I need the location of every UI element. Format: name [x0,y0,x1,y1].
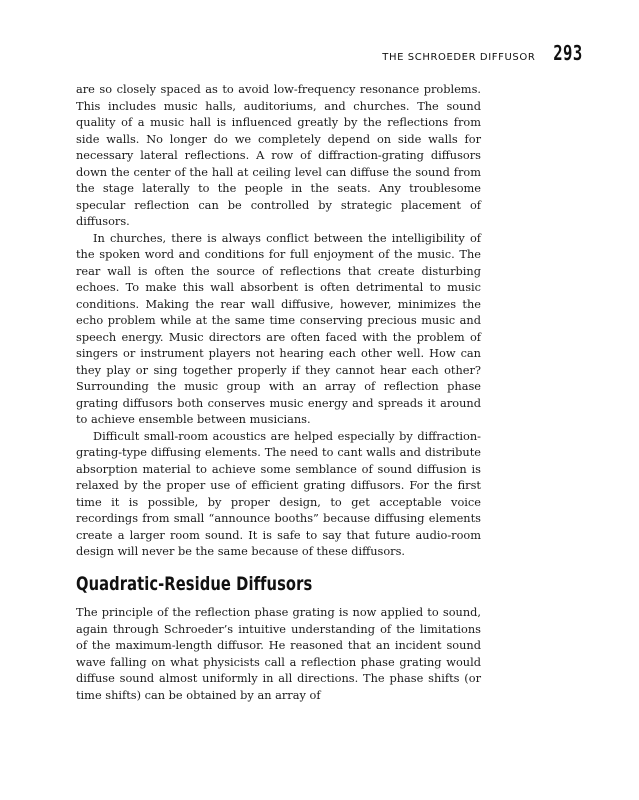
running-head [382,41,583,65]
paragraph-churches: In churches, there is always conflict between the intelligibility of the spoken word and conditions for full enjoyment of the music. The rear wall is often the source of reflections that create disturbing echoes. To make this wall absorbent is often detrimental to music conditions. Making the rear wall diffusive, however, minimizes the echo problem while at the same time conserving precious music and speech energy. Music directors are often faced with the problem of singers or instrument players not hearing each other well. How can they play or sing together properly if they cannot hear each other? Surrounding the music group with an array of reflection phase grating diffusors both conserves music energy and spreads it around to achieve ensemble between musicians. [76,230,481,426]
paragraph-small-room: Difficult small-room acoustics are helped especially by diffraction-grating-type diffusing elements. The need to cant walls and distribute absorption material to achieve some semblance of sound diffusion is relaxed by the proper use of efficient grating diffusors. For the first time it is possible, by proper design, to get acceptable voice recordings from small “announce booths” because diffusing elements create a larger room sound. It is safe to say that future audio-room design will never be the same because of these diffusors. [76,428,481,558]
section-text [76,604,481,703]
body-text [76,81,481,560]
running-title: THE SCHROEDER DIFFUSOR [382,52,536,63]
paragraph-principle: The principle of the reflection phase grating is now applied to sound, again through Schroeder’s intuitive understanding of the limitations of the maximum-length diffusor. He reasoned that an incident sound wave falling on what physicists call a reflection phase grating would diffuse sound almost uniformly in all directions. The phase shifts (or time shifts) can be obtained by an array of [76,605,481,702]
paragraph-continuation: are so closely spaced as to avoid low-frequency resonance problems. This includes music halls, auditoriums, and churches. The sound quality of a music hall is influenced greatly by the reflections from side walls. No longer do we completely depend on side walls for necessary lateral reflections. A row of diffraction-grating diffusors down the center of the hall at ceiling level can diffuse the sound from the stage laterally to the people in the seats. Any troublesome specular reflection can be controlled by strategic placement of diffusors. [76,82,481,228]
page-number: 293 [553,41,583,65]
section-heading: Quadratic-Residue Diffusors [76,573,313,595]
